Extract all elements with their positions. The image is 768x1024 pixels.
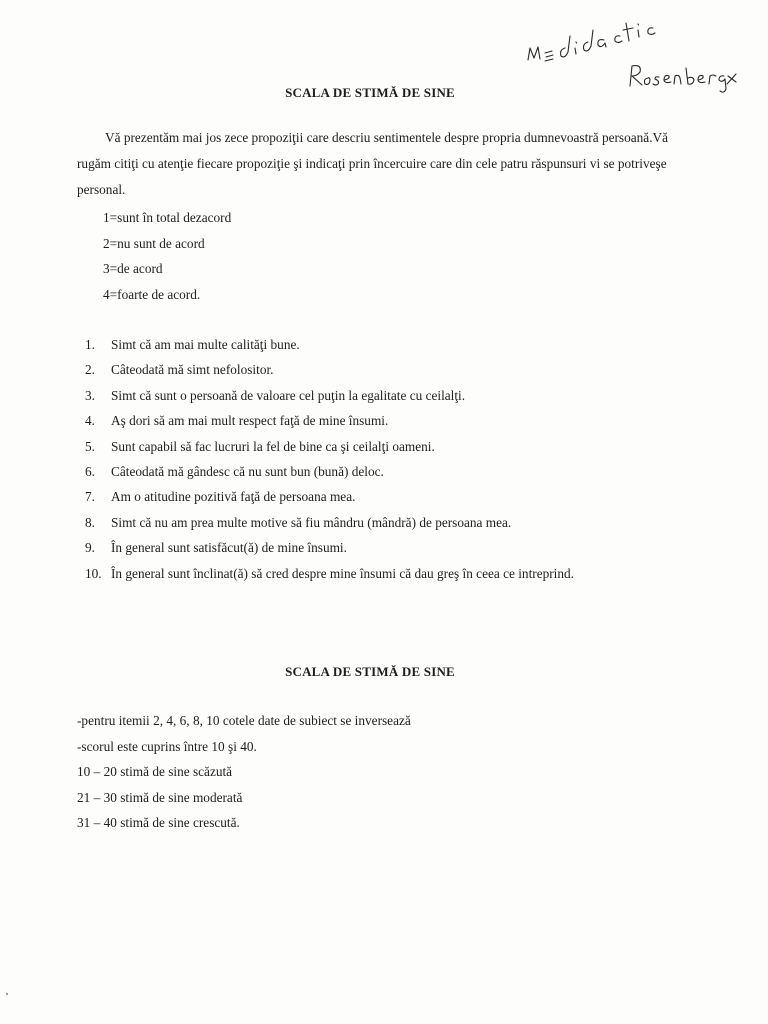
item-number: 1.	[85, 337, 95, 352]
scoring-line: 21 – 30 stimă de sine moderată	[77, 789, 243, 805]
legend-item: 2=nu sunt de acord	[103, 235, 205, 251]
item-number: 9.	[85, 540, 95, 556]
list-item	[85, 408, 574, 433]
item-text: Câteodată mă gândesc că nu sunt bun (bună) deloc.	[111, 464, 384, 480]
list-item	[85, 357, 574, 382]
scoring-line: 31 – 40 stimă de sine crescută.	[77, 815, 240, 830]
item-text: Simt că nu am prea multe motive să fiu mândru (mândră) de persoana mea.	[111, 514, 512, 530]
instructions-paragraph	[77, 125, 687, 203]
list-item	[85, 535, 574, 560]
item-text: Sunt capabil să fac lucruri la fel de bine ca şi ceilalţi oameni.	[111, 438, 435, 454]
list-item	[85, 510, 574, 535]
legend-item: 3=de acord	[103, 261, 163, 276]
item-number: 10.	[85, 565, 102, 581]
scan-speck	[6, 993, 8, 995]
list-item	[85, 561, 574, 586]
answer-scale-legend	[103, 205, 231, 307]
item-text: Aş dori să am mai mult respect faţă de mine însumi.	[111, 413, 389, 429]
list-item	[85, 383, 574, 408]
scoring-line: -pentru itemii 2, 4, 6, 8, 10 cotele date de subiect se inversează	[77, 713, 411, 728]
list-item	[85, 484, 574, 509]
list-item	[85, 332, 574, 357]
item-number: 6.	[85, 464, 95, 480]
item-number: 5.	[85, 438, 95, 454]
page-title: SCALA DE STIMĂ DE SINE	[285, 85, 455, 100]
item-text: Am o atitudine pozitivă faţă de persoana mea.	[111, 489, 356, 505]
item-text: Câteodată mă simt nefolositor.	[111, 362, 274, 378]
item-number: 3.	[85, 387, 95, 403]
item-text: Simt că sunt o persoană de valoare cel puţin la egalitate cu ceilalţi.	[111, 387, 466, 403]
questionnaire-items	[85, 332, 574, 586]
scoring-title: SCALA DE STIMĂ DE SINE	[285, 664, 455, 679]
legend-item: 4=foarte de acord.	[103, 286, 201, 302]
item-text: Simt că am mai multe calităţi bune.	[111, 337, 300, 352]
item-number: 7.	[85, 489, 95, 505]
item-number: 8.	[85, 514, 95, 530]
item-text: În general sunt satisfăcut(ă) de mine însumi.	[111, 540, 347, 556]
scoring-line: 10 – 20 stimă de sine scăzută	[77, 764, 233, 779]
item-text: În general sunt înclinat(ă) să cred despre mine însumi că dau greş în ceea ce intreprind.	[111, 565, 574, 581]
legend-item: 1=sunt în total dezacord	[103, 210, 232, 225]
scoring-instructions	[77, 708, 411, 836]
list-item	[85, 434, 574, 459]
item-number: 2.	[85, 362, 95, 378]
scoring-line: -scorul este cuprins între 10 şi 40.	[77, 738, 257, 754]
list-item	[85, 459, 574, 484]
instructions-text: Vă prezentăm mai jos zece propoziţii care descriu sentimentele despre propria dumnevoastră persoană.Vă rugăm citiţi cu atenţie fiecare propoziţie şi indicaţi prin încercuire care din cele patru răspunsuri vi se potriveşe personal.	[77, 130, 669, 197]
item-number: 4.	[85, 413, 95, 429]
